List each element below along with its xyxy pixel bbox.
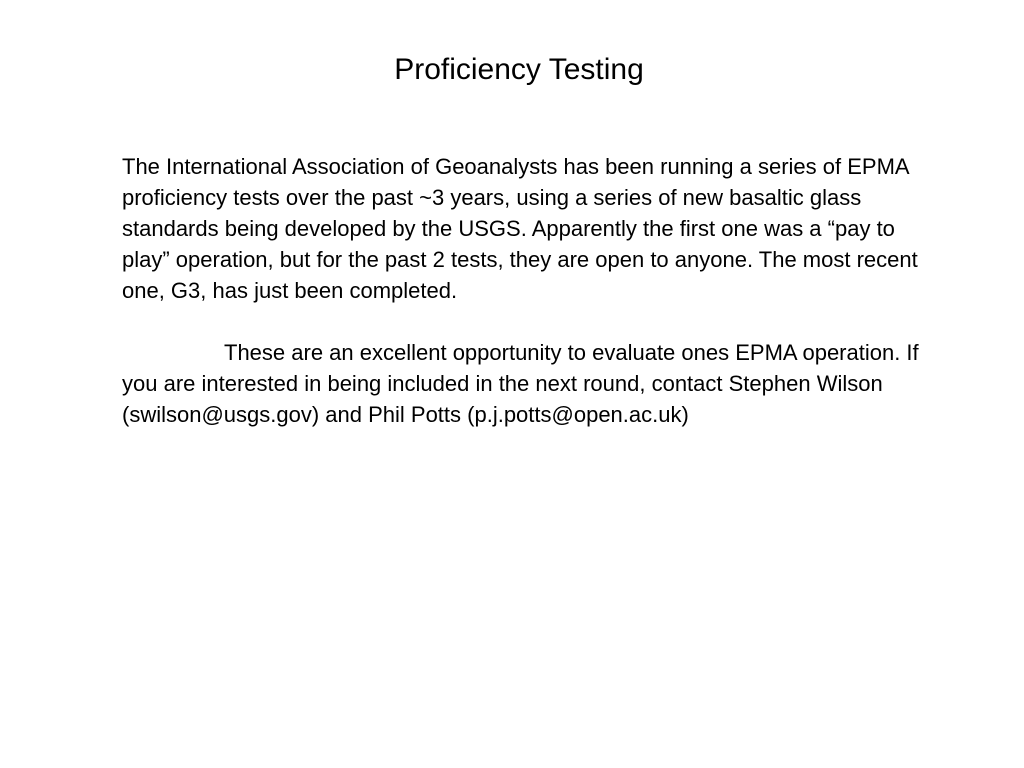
paragraph-contact: [122, 337, 942, 430]
slide-body: [122, 151, 942, 430]
paragraph-contact-text: These are an excellent opportunity to evaluate ones EPMA operation. If you are interested in being included in the next round, contact Stephen Wilson (swilson@usgs.gov) and Phil Potts (p.j.potts@open.ac.uk): [122, 340, 919, 427]
paragraph-intro: The International Association of Geoanalysts has been running a series of EPMA proficiency tests over the past ~3 years, using a series of new basaltic glass standards being developed by the USGS. Apparently the first one was a “pay to play” operation, but for the past 2 tests, they are open to anyone. The most recent one, G3, has just been completed.: [122, 154, 918, 303]
slide-title: Proficiency Testing: [394, 53, 644, 86]
